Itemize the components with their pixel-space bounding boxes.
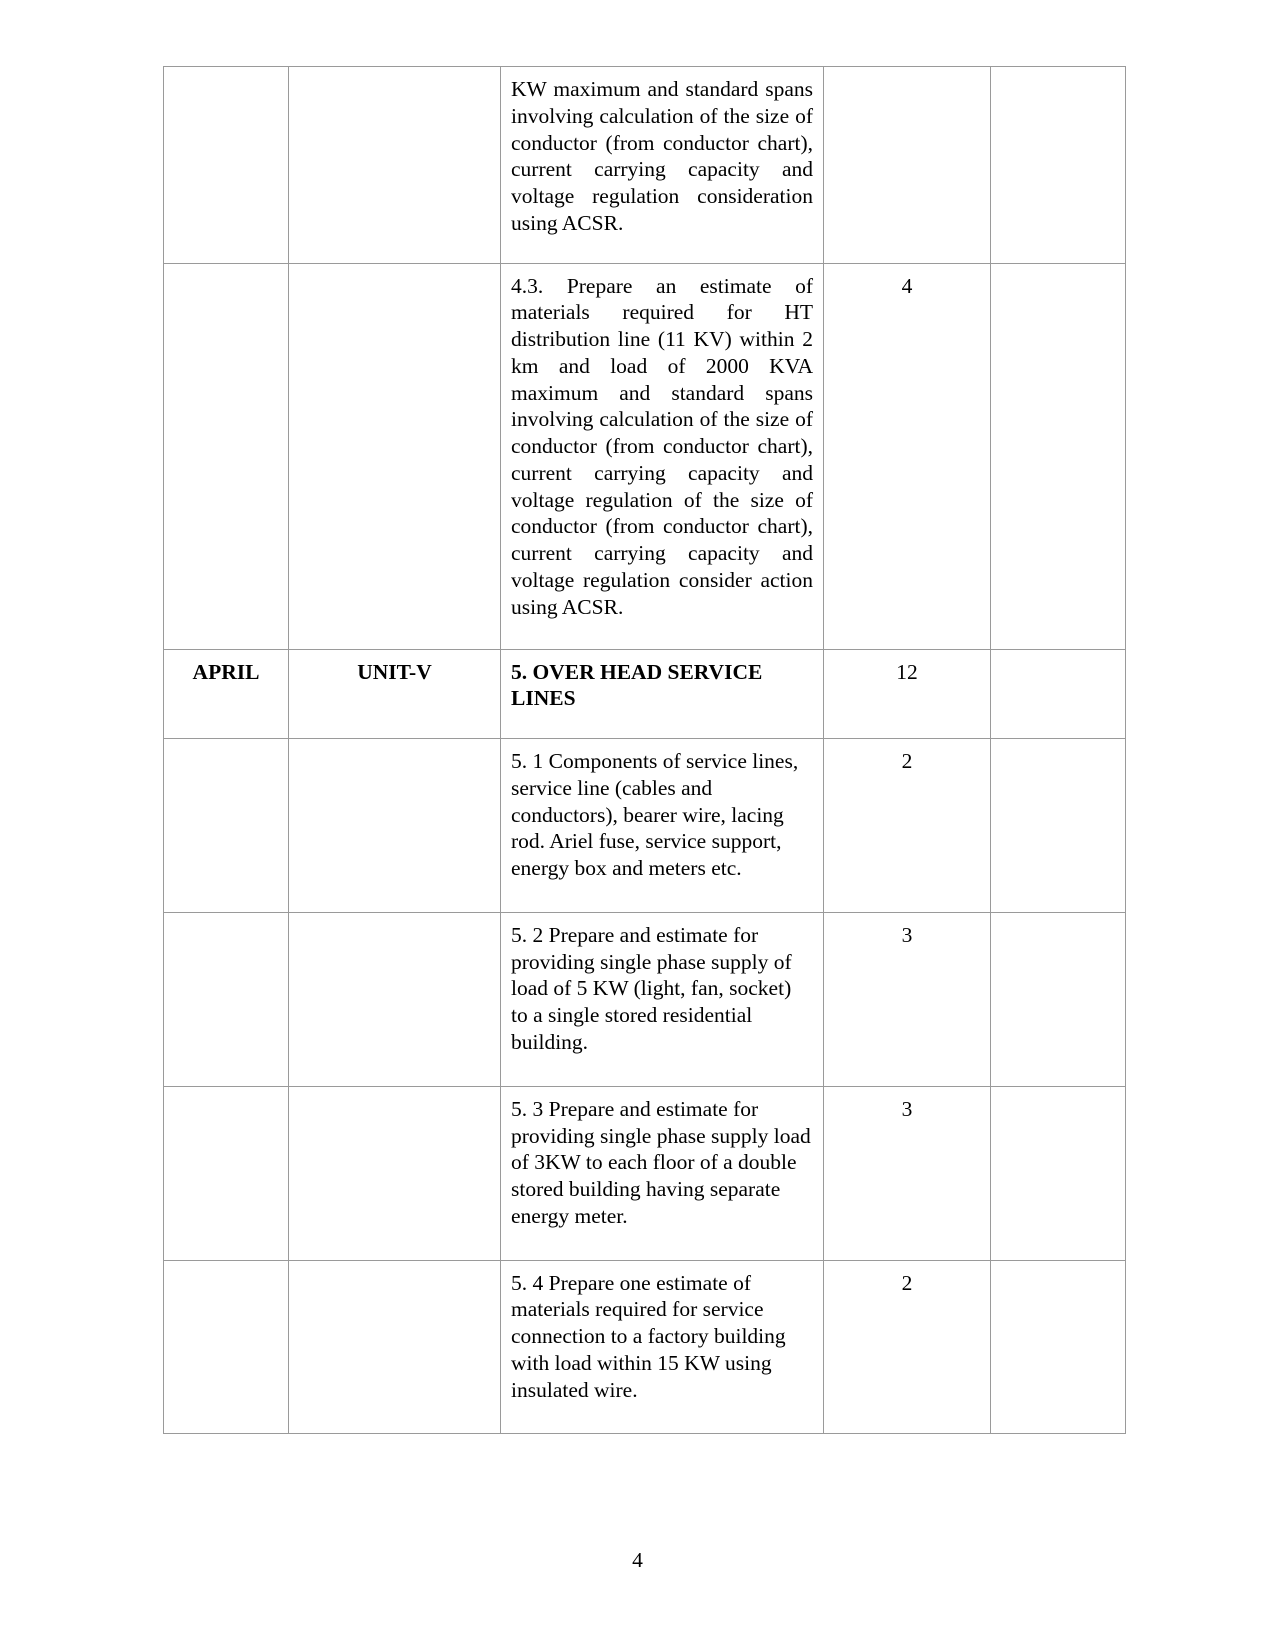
cell-unit: UNIT-V <box>289 649 501 739</box>
cell-unit <box>289 1086 501 1260</box>
cell-topic: 5. OVER HEAD SERVICE LINES <box>501 649 824 739</box>
table-row <box>164 739 1126 913</box>
cell-remarks <box>991 263 1126 649</box>
cell-remarks <box>991 1086 1126 1260</box>
cell-topic: 5. 2 Prepare and estimate for providing single phase supply of load of 5 KW (light, fan, socket) to a single stored residential building. <box>501 912 824 1086</box>
cell-month <box>164 739 289 913</box>
cell-topic: 5. 3 Prepare and estimate for providing single phase supply load of 3KW to each floor of a double stored building having separate energy meter. <box>501 1086 824 1260</box>
cell-remarks <box>991 912 1126 1086</box>
cell-month <box>164 1260 289 1434</box>
cell-periods: 4 <box>824 263 991 649</box>
cell-periods: 3 <box>824 1086 991 1260</box>
cell-month <box>164 1086 289 1260</box>
syllabus-table <box>163 66 1126 1434</box>
cell-unit <box>289 1260 501 1434</box>
cell-unit <box>289 67 501 264</box>
cell-month: APRIL <box>164 649 289 739</box>
cell-month <box>164 67 289 264</box>
table-row-unit-heading <box>164 649 1126 739</box>
cell-periods <box>824 67 991 264</box>
cell-remarks <box>991 739 1126 913</box>
cell-periods: 2 <box>824 1260 991 1434</box>
cell-unit <box>289 263 501 649</box>
cell-unit <box>289 912 501 1086</box>
cell-remarks <box>991 67 1126 264</box>
cell-unit <box>289 739 501 913</box>
table-row <box>164 912 1126 1086</box>
cell-periods: 12 <box>824 649 991 739</box>
cell-remarks <box>991 1260 1126 1434</box>
cell-topic: KW maximum and standard spans involving calculation of the size of conductor (from conductor chart), current carrying capacity and voltage regulation consideration using ACSR. <box>501 67 824 264</box>
cell-month <box>164 263 289 649</box>
table-row <box>164 67 1126 264</box>
table-row <box>164 263 1126 649</box>
cell-month <box>164 912 289 1086</box>
cell-periods: 3 <box>824 912 991 1086</box>
cell-periods: 2 <box>824 739 991 913</box>
cell-remarks <box>991 649 1126 739</box>
cell-topic: 5. 1 Components of service lines, service line (cables and conductors), bearer wire, lacing rod. Ariel fuse, service support, energy box and meters etc. <box>501 739 824 913</box>
table-row <box>164 1086 1126 1260</box>
cell-topic: 4.3. Prepare an estimate of materials required for HT distribution line (11 KV) within 2 km and load of 2000 KVA maximum and standard spans involving calculation of the size of conductor (from conductor chart), current carrying capacity and voltage regulation of the size of conductor (from conductor chart), current carrying capacity and voltage regulation consider action using ACSR. <box>501 263 824 649</box>
page-number: 4 <box>632 1548 643 1572</box>
cell-topic: 5. 4 Prepare one estimate of materials required for service connection to a factory building with load within 15 KW using insulated wire. <box>501 1260 824 1434</box>
syllabus-table-body <box>164 67 1126 1434</box>
table-row <box>164 1260 1126 1434</box>
